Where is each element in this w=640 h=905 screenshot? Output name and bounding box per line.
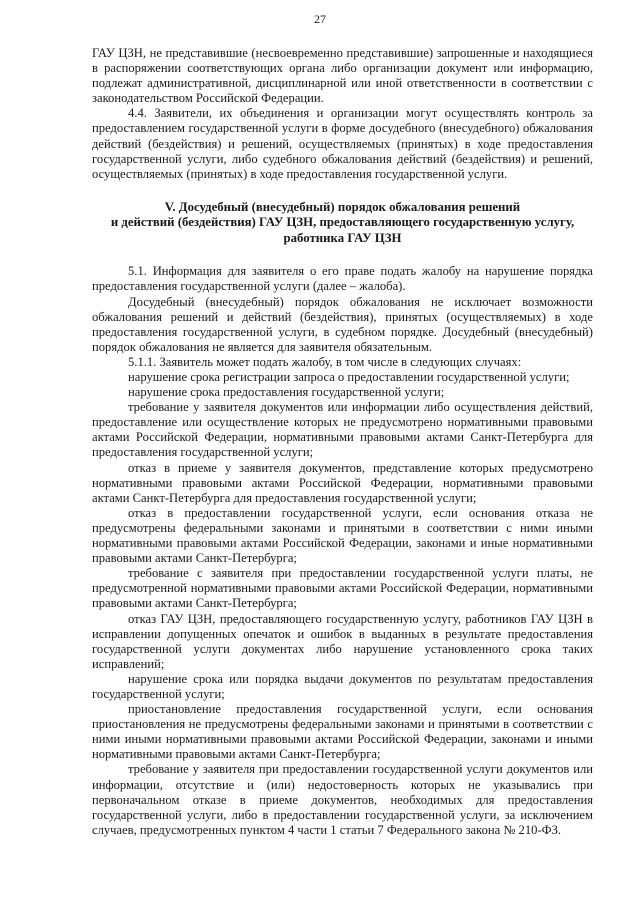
paragraph-top-2: 4.4. Заявители, их объединения и организации могут осуществлять контроль за предоставлением государственной услуги в форме досудебного (внесудебного) обжалования действий (бездействия) и решений, осуществляемых (принятых) в ходе предоставления государственной услуги, либо судебного обжалования действий (бездействия) и решений, осуществляемых (принятых) в ходе предоставления государственной услуги.: [92, 106, 593, 181]
list-item: требование с заявителя при предоставлении государственной услуги платы, не предусмотренной нормативными правовыми актами Российской Федерации, нормативными правовыми актами Санкт-Петербурга;: [92, 566, 593, 611]
list-item: отказ в приеме у заявителя документов, представление которых предусмотрено нормативными правовыми актами Российской Федерации, нормативными правовыми актами Санкт-Петербурга для предоставления государственной услуги;: [92, 460, 593, 505]
list-item: требование у заявителя при предоставлении государственной услуги документов или информации, отсутствие и (или) недостоверность которых не указывались при первоначальном отказе в приеме документов, необходимых для предоставления государственной услуги, либо в предоставлении государственной услуги, за исключением случаев, предусмотренных пунктом 4 части 1 статьи 7 Федерального закона № 210-ФЗ.: [92, 762, 593, 837]
list-item: отказ ГАУ ЦЗН, предоставляющего государственную услугу, работников ГАУ ЦЗН в исправлении допущенных опечаток и ошибок в выданных в результате предоставления государственной услуги документах либо нарушение установленного срока таких исправлений;: [92, 611, 593, 671]
list-item: нарушение срока или порядка выдачи документов по результатам предоставления государственной услуги;: [92, 671, 593, 701]
list-item: требование у заявителя документов или информации либо осуществления действий, предоставление или осуществление которых не предусмотрено нормативными правовыми актами Российской Федерации, нормативными правовыми актами Санкт-Петербурга для предоставления государственной услуги;: [92, 400, 593, 460]
paragraph-pretrial-order: Досудебный (внесудебный) порядок обжалования не исключает возможности обжалования решений и действий (бездействия), принятых (осуществляемых) в ходе предоставления государственной услуги, в судебном порядке. Досудебный (внесудебный) порядок обжалования не является для заявителя обязательным.: [92, 294, 593, 354]
list-item: приостановление предоставления государственной услуги, если основания приостановления не предусмотрены федеральными законами и принятыми в соответствии с ними иными нормативными правовыми актами Российской Федерации, законами и иными нормативными правовыми актами Санкт-Петербурга;: [92, 702, 593, 762]
list-item: отказ в предоставлении государственной услуги, если основания отказа не предусмотрены федеральными законами и принятыми в соответствии с ними иными нормативными правовыми актами Российской Федерации, законами и иные нормативными правовыми актами Санкт-Петербурга;: [92, 505, 593, 566]
paragraph-top-1: ГАУ ЦЗН, не представившие (несвоевременно представившие) запрошенные и находящиеся в распоряжении соответствующих органа либо организации документ или информацию, подлежат административной, дисциплинарной или иной ответственности в соответствии с законодательством Российской Федерации.: [92, 46, 593, 106]
paragraph-5-1: 5.1. Информация для заявителя о его праве подать жалобу на нарушение порядка предоставления государственной услуги (далее – жалоба).: [92, 264, 593, 294]
section-heading-line-2: и действий (бездействия) ГАУ ЦЗН, предоставляющего государственную услугу,: [110, 215, 575, 230]
section-heading-line-1: V. Досудебный (внесудебный) порядок обжалования решений: [164, 199, 521, 214]
list-item: нарушение срока регистрации запроса о предоставлении государственной услуги;: [128, 370, 570, 384]
section-heading-line-3: работника ГАУ ЦЗН: [283, 230, 402, 245]
section-heading: [92, 200, 593, 247]
list-item: нарушение срока предоставления государственной услуги;: [128, 385, 445, 400]
paragraph-5-1-1: 5.1.1. Заявитель может подать жалобу, в том числе в следующих случаях:: [128, 354, 522, 369]
page-number: 27: [314, 12, 326, 26]
